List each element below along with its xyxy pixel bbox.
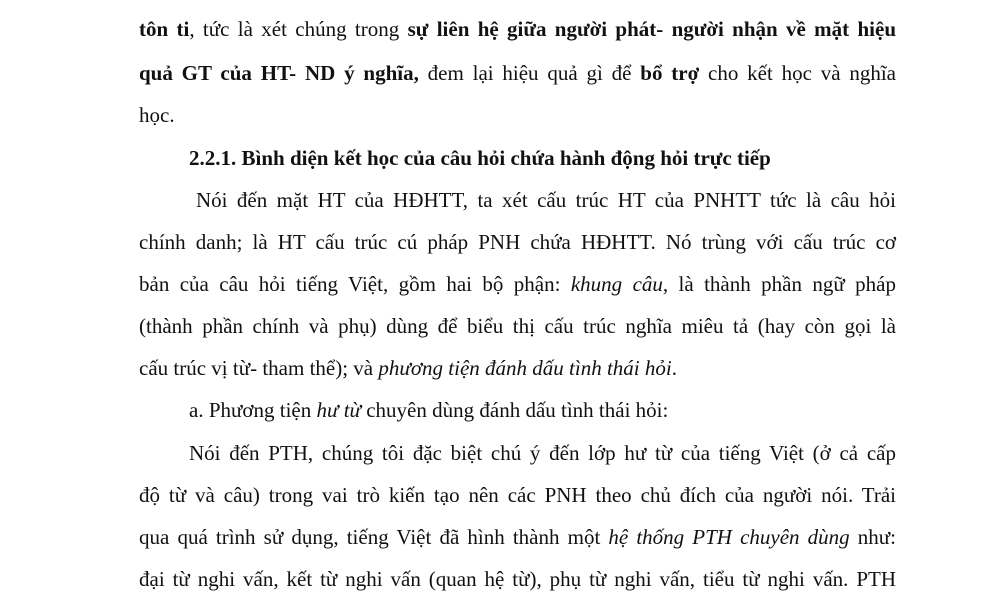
italic-phrase: phương tiện đánh dấu tình thái hỏi: [378, 356, 672, 380]
text-run: đại từ nghi vấn, kết từ nghi vấn (quan hệ từ), phụ từ nghi vấn, tiểu từ nghi vấn. PTH: [139, 567, 896, 591]
italic-phrase: hệ thống PTH chuyên dùng: [608, 525, 850, 549]
text-run: , là thành phần ngữ pháp: [662, 272, 896, 296]
text-line-1: [139, 16, 896, 42]
text-run: chuyên dùng đánh dấu tình thái hỏi:: [360, 398, 669, 422]
text-line-3: [139, 102, 896, 128]
text-run: Nói đến PTH, chúng tôi đặc biệt chú ý đến lớp hư từ của tiếng Việt (ở cả cấp: [189, 441, 896, 465]
text-line-6: [139, 229, 896, 255]
text-run: chính danh; là HT cấu trúc cú pháp PNH chứa HĐHTT. Nó trùng với cấu trúc cơ: [139, 230, 896, 254]
text-line-5: [196, 187, 896, 213]
text-line-13: [139, 524, 896, 550]
text-line-2: [139, 60, 896, 86]
section-heading-text: 2.2.1. Bình diện kết học của câu hỏi chứa hành động hỏi trực tiếp: [189, 146, 771, 170]
text-run: như:: [849, 525, 897, 549]
text-run: học.: [139, 103, 175, 127]
bold-term-ton-ti: tôn ti: [139, 17, 190, 41]
text-run: đem lại hiệu quả gì để: [418, 61, 641, 85]
text-run: cho kết học và nghĩa: [699, 61, 897, 85]
text-run: cấu trúc vị từ- tham thể); và: [139, 356, 379, 380]
text-run: bản của câu hỏi tiếng Việt, gồm hai bộ phận:: [139, 272, 571, 296]
text-run: a. Phương tiện: [189, 398, 317, 422]
text-run: .: [671, 356, 677, 380]
text-run: (thành phần chính và phụ) dùng để biểu thị cấu trúc nghĩa miêu tả (hay còn gọi là: [139, 314, 896, 338]
section-heading: [189, 145, 896, 171]
bold-phrase: sự liên hệ giữa người phát- người nhận về mặt hiệu: [407, 17, 897, 41]
text-run: qua quá trình sử dụng, tiếng Việt đã hình thành một: [139, 525, 609, 549]
text-run: , tức là xét chúng trong: [189, 17, 408, 41]
bold-term-bo-tro: bổ trợ: [640, 61, 700, 85]
italic-term-khung-cau: khung câu: [570, 272, 663, 296]
italic-term-hu-tu: hư từ: [316, 398, 361, 422]
bold-phrase: quả GT của HT- ND ý nghĩa,: [139, 61, 419, 85]
text-line-8: [139, 313, 896, 339]
text-run: Nói đến mặt HT của HĐHTT, ta xét cấu trúc HT của PNHTT tức là câu hỏi: [196, 188, 896, 212]
text-line-11: [189, 440, 896, 466]
text-run: độ từ và câu) trong vai trò kiến tạo nên các PNH theo chủ đích của người nói. Trải: [139, 483, 896, 507]
text-line-12: [139, 482, 896, 508]
subsection-heading: [189, 397, 896, 423]
text-line-14: [139, 566, 896, 592]
text-line-7: [139, 271, 896, 297]
text-line-9: [139, 355, 896, 381]
